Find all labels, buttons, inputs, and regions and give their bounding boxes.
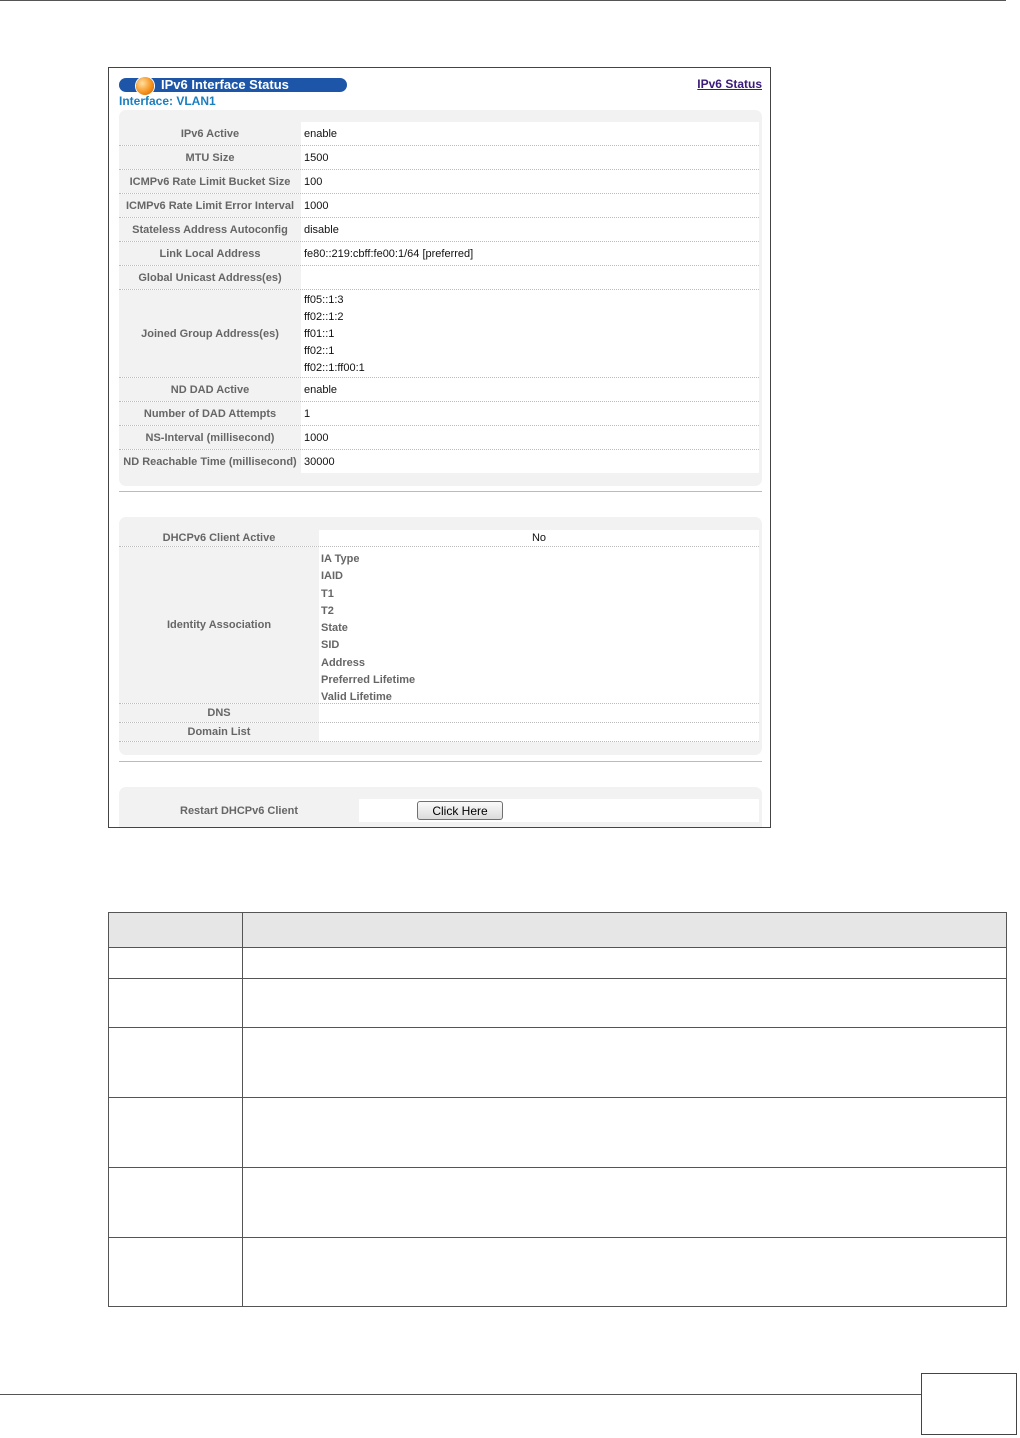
table-header-cell: [243, 913, 1007, 948]
table-row: [109, 1168, 1007, 1238]
row-label: ND Reachable Time (millisecond): [119, 450, 301, 473]
table-cell: [109, 1168, 243, 1238]
row-value: 1500: [304, 151, 329, 164]
joined-group-address: ff05::1:3: [304, 294, 344, 306]
table-cell: [243, 979, 1007, 1028]
joined-group-address: ff01::1: [304, 328, 335, 340]
row-dad-attempts: [119, 402, 759, 426]
row-value: 1000: [304, 431, 329, 444]
identity-field: Preferred Lifetime: [321, 674, 416, 687]
table-cell: [109, 1028, 243, 1098]
table-cell: [109, 1098, 243, 1168]
row-label: Restart DHCPv6 Client: [119, 799, 359, 822]
table-cell: [109, 979, 243, 1028]
identity-field: T1: [321, 587, 334, 600]
row-nd-reachable-time: [119, 450, 759, 473]
row-icmpv6-interval: [119, 194, 759, 218]
row-label: ICMPv6 Rate Limit Error Interval: [119, 194, 301, 217]
page-number-box: [921, 1373, 1017, 1435]
row-joined-group: [119, 290, 759, 378]
row-icmpv6-bucket: [119, 170, 759, 194]
row-label: Link Local Address: [119, 242, 301, 265]
table-cell: [109, 1238, 243, 1307]
row-value: 30000: [304, 455, 335, 468]
identity-field: Address: [321, 656, 366, 669]
table-cell: [109, 948, 243, 979]
identity-field: State: [321, 622, 348, 635]
row-value: No: [531, 532, 547, 544]
table-cell: [243, 1168, 1007, 1238]
row-label: DNS: [119, 704, 319, 722]
identity-field: IAID: [321, 570, 343, 583]
row-label: Number of DAD Attempts: [119, 402, 301, 425]
row-ns-interval: [119, 426, 759, 450]
table-row: [109, 1028, 1007, 1098]
restart-panel: [119, 787, 762, 828]
row-label: Global Unicast Address(es): [119, 266, 301, 289]
row-label: Joined Group Address(es): [119, 290, 301, 377]
description-table: [108, 912, 1007, 1307]
identity-fields: [321, 551, 415, 707]
section-divider: [119, 761, 762, 762]
dhcpv6-panel: [119, 517, 762, 755]
table-row: [109, 979, 1007, 1028]
ipv6-interface-status-screenshot: [108, 67, 771, 828]
row-value: 1: [304, 407, 311, 420]
identity-field: SID: [321, 639, 340, 652]
ipv6-status-link[interactable]: IPv6 Status: [697, 77, 762, 91]
joined-group-address: ff02::1: [304, 345, 335, 357]
joined-group-address: ff02::1:ff00:1: [304, 362, 365, 374]
interface-label: Interface: VLAN1: [119, 94, 216, 108]
section-divider: [119, 491, 762, 492]
row-label: Stateless Address Autoconfig: [119, 218, 301, 241]
row-label: MTU Size: [119, 146, 301, 169]
table-header-cell: [109, 913, 243, 948]
table-cell: [243, 1098, 1007, 1168]
row-value: disable: [304, 223, 339, 236]
table-header-row: [109, 913, 1007, 948]
row-label: Identity Association: [119, 547, 319, 703]
identity-field: IA Type: [321, 553, 360, 565]
row-dns: [119, 704, 759, 723]
row-restart-dhcpv6: [119, 799, 759, 822]
table-cell: [243, 1028, 1007, 1098]
table-row: [109, 1238, 1007, 1307]
row-label: NS-Interval (millisecond): [119, 426, 301, 449]
row-value: fe80::219:cbff:fe00:1/64 [preferred]: [304, 247, 474, 260]
row-nd-dad-active: [119, 378, 759, 402]
row-value: 100: [304, 175, 323, 188]
row-value: enable: [304, 127, 338, 140]
row-ipv6-active: [119, 122, 759, 146]
table-row: [109, 1098, 1007, 1168]
row-label: ICMPv6 Rate Limit Bucket Size: [119, 170, 301, 193]
row-stateless-autoconfig: [119, 218, 759, 242]
row-value: 1000: [304, 199, 329, 212]
table-cell: [243, 1238, 1007, 1307]
row-label: DHCPv6 Client Active: [119, 530, 319, 546]
row-global-unicast: [119, 266, 759, 290]
table-row: [109, 948, 1007, 979]
joined-group-list: [304, 292, 365, 377]
row-identity-association: [119, 547, 759, 704]
row-label: Domain List: [119, 723, 319, 741]
page-header-rule: [0, 0, 1006, 1]
row-value: enable: [304, 383, 338, 396]
row-mtu-size: [119, 146, 759, 170]
row-domain-list: [119, 723, 759, 742]
click-here-button[interactable]: Click Here: [417, 801, 503, 820]
ipv6-info-panel: [119, 110, 762, 486]
row-label: IPv6 Active: [119, 122, 301, 145]
page-footer-rule: [0, 1394, 921, 1395]
table-cell: [243, 948, 1007, 979]
row-label: ND DAD Active: [119, 378, 301, 401]
title-orb-icon: [136, 77, 154, 95]
identity-field: T2: [321, 604, 334, 617]
identity-field: Valid Lifetime: [321, 691, 392, 704]
joined-group-address: ff02::1:2: [304, 311, 344, 323]
screen-title: IPv6 Interface Status: [161, 77, 289, 92]
row-link-local-address: [119, 242, 759, 266]
row-dhcpv6-client-active: [119, 530, 759, 547]
